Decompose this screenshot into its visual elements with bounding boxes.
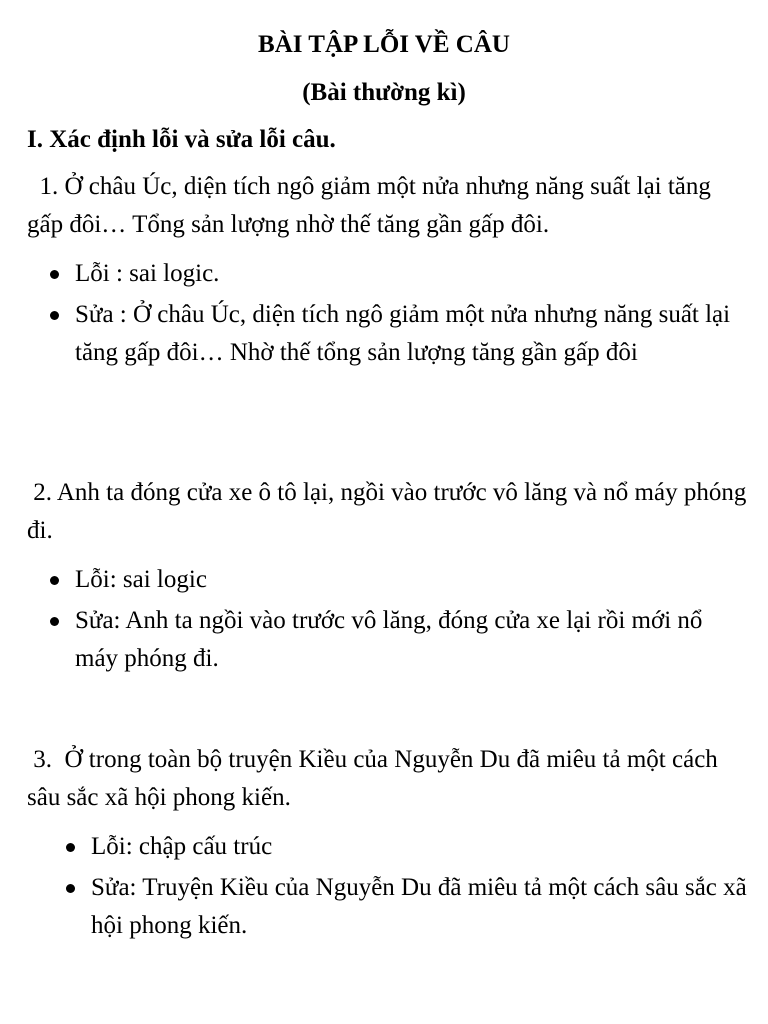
fix-text: Sửa : Ở châu Úc, diện tích ngô giảm một nửa nhưng năng suất lại tăng gấp đôi… Nhờ thế tổng sản lượng tăng gần gấp đôi <box>75 301 731 366</box>
section-heading: I. Xác định lỗi và sửa lỗi câu. <box>27 126 336 153</box>
bullet-icon <box>66 843 75 852</box>
question-3-answers <box>64 828 748 948</box>
fix-text: Sửa: Anh ta ngồi vào trước vô lăng, đóng cửa xe lại rồi mới nổ máy phóng đi. <box>75 607 703 672</box>
document-title: BÀI TẬP LỖI VỀ CÂU <box>258 31 510 58</box>
bullet-icon <box>66 884 75 893</box>
question-2-text: 2. Anh ta đóng cửa xe ô tô lại, ngồi vào trước vô lăng và nổ máy phóng đi. <box>27 479 753 544</box>
bullet-icon <box>50 576 59 585</box>
question-2-answers <box>48 561 748 681</box>
error-item <box>48 561 748 599</box>
error-item <box>48 255 748 293</box>
error-item <box>64 828 748 866</box>
bullet-icon <box>50 311 59 320</box>
bullet-icon <box>50 270 59 279</box>
error-text: Lỗi : sai logic. <box>75 260 220 287</box>
fix-text: Sửa: Truyện Kiều của Nguyễn Du đã miêu tả một cách sâu sắc xã hội phong kiến. <box>91 874 747 939</box>
fix-item <box>48 296 748 372</box>
error-text: Lỗi: chập cấu trúc <box>91 833 273 860</box>
question-3-text: 3. Ở trong toàn bộ truyện Kiều của Nguyễn Du đã miêu tả một cách sâu sắc xã hội phong kiến. <box>27 746 725 811</box>
fix-item <box>48 602 748 678</box>
question-1-answers <box>48 255 748 375</box>
question-1-text: 1. Ở châu Úc, diện tích ngô giảm một nửa nhưng năng suất lại tăng gấp đôi… Tổng sản lượng nhờ thế tăng gần gấp đôi. <box>27 173 718 238</box>
fix-item <box>64 869 748 945</box>
bullet-icon <box>50 617 59 626</box>
error-text: Lỗi: sai logic <box>75 566 207 593</box>
document-subtitle: (Bài thường kì) <box>302 79 466 106</box>
